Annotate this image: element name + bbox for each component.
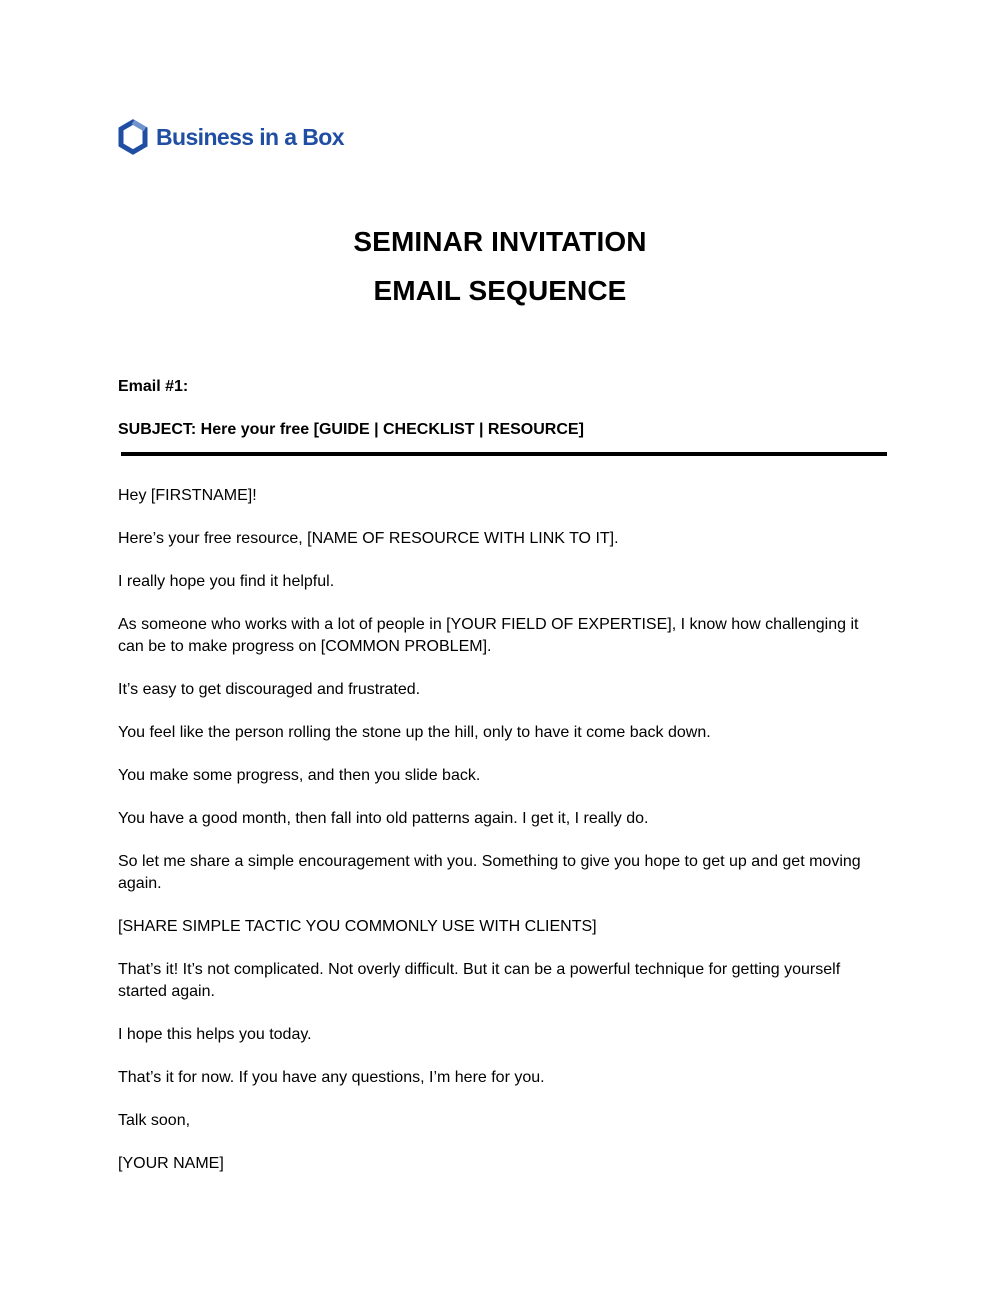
body-paragraph: That’s it! It’s not complicated. Not overly difficult. But it can be a powerful technique for getting yourself started again. [118,961,841,1000]
email-body [118,485,888,1196]
horizontal-divider [121,452,887,456]
brand-name: Business in a Box [156,124,344,150]
body-paragraph: I really hope you find it helpful. [118,573,335,590]
body-paragraph: So let me share a simple encouragement with you. Something to give you hope to get up and get moving again. [118,853,861,892]
body-paragraph: I hope this helps you today. [118,1026,312,1043]
body-paragraph: As someone who works with a lot of people in [YOUR FIELD OF EXPERTISE], I know how challenging it can be to make progress on [COMMON PROBLEM]. [118,616,859,655]
body-paragraph: Hey [FIRSTNAME]! [118,487,257,504]
document-title-line2: EMAIL SEQUENCE [373,275,627,306]
body-paragraph: Talk soon, [118,1112,191,1129]
body-paragraph: That’s it for now. If you have any questions, I’m here for you. [118,1069,545,1086]
email-subject-line: SUBJECT: Here your free [GUIDE | CHECKLIST | RESOURCE] [118,421,584,438]
body-paragraph: You have a good month, then fall into old patterns again. I get it, I really do. [118,810,649,827]
body-paragraph: You feel like the person rolling the stone up the hill, only to have it come back down. [118,724,711,741]
body-paragraph: [SHARE SIMPLE TACTIC YOU COMMONLY USE WITH CLIENTS] [118,918,597,935]
document-title-line1: SEMINAR INVITATION [353,226,647,257]
body-paragraph: You make some progress, and then you slide back. [118,767,481,784]
body-paragraph: It’s easy to get discouraged and frustrated. [118,681,421,698]
hexagon-logo-icon [118,119,148,155]
brand-logo [118,119,344,155]
email-number-label: Email #1: [118,378,189,395]
body-paragraph: [YOUR NAME] [118,1155,224,1172]
body-paragraph: Here’s your free resource, [NAME OF RESOURCE WITH LINK TO IT]. [118,530,619,547]
